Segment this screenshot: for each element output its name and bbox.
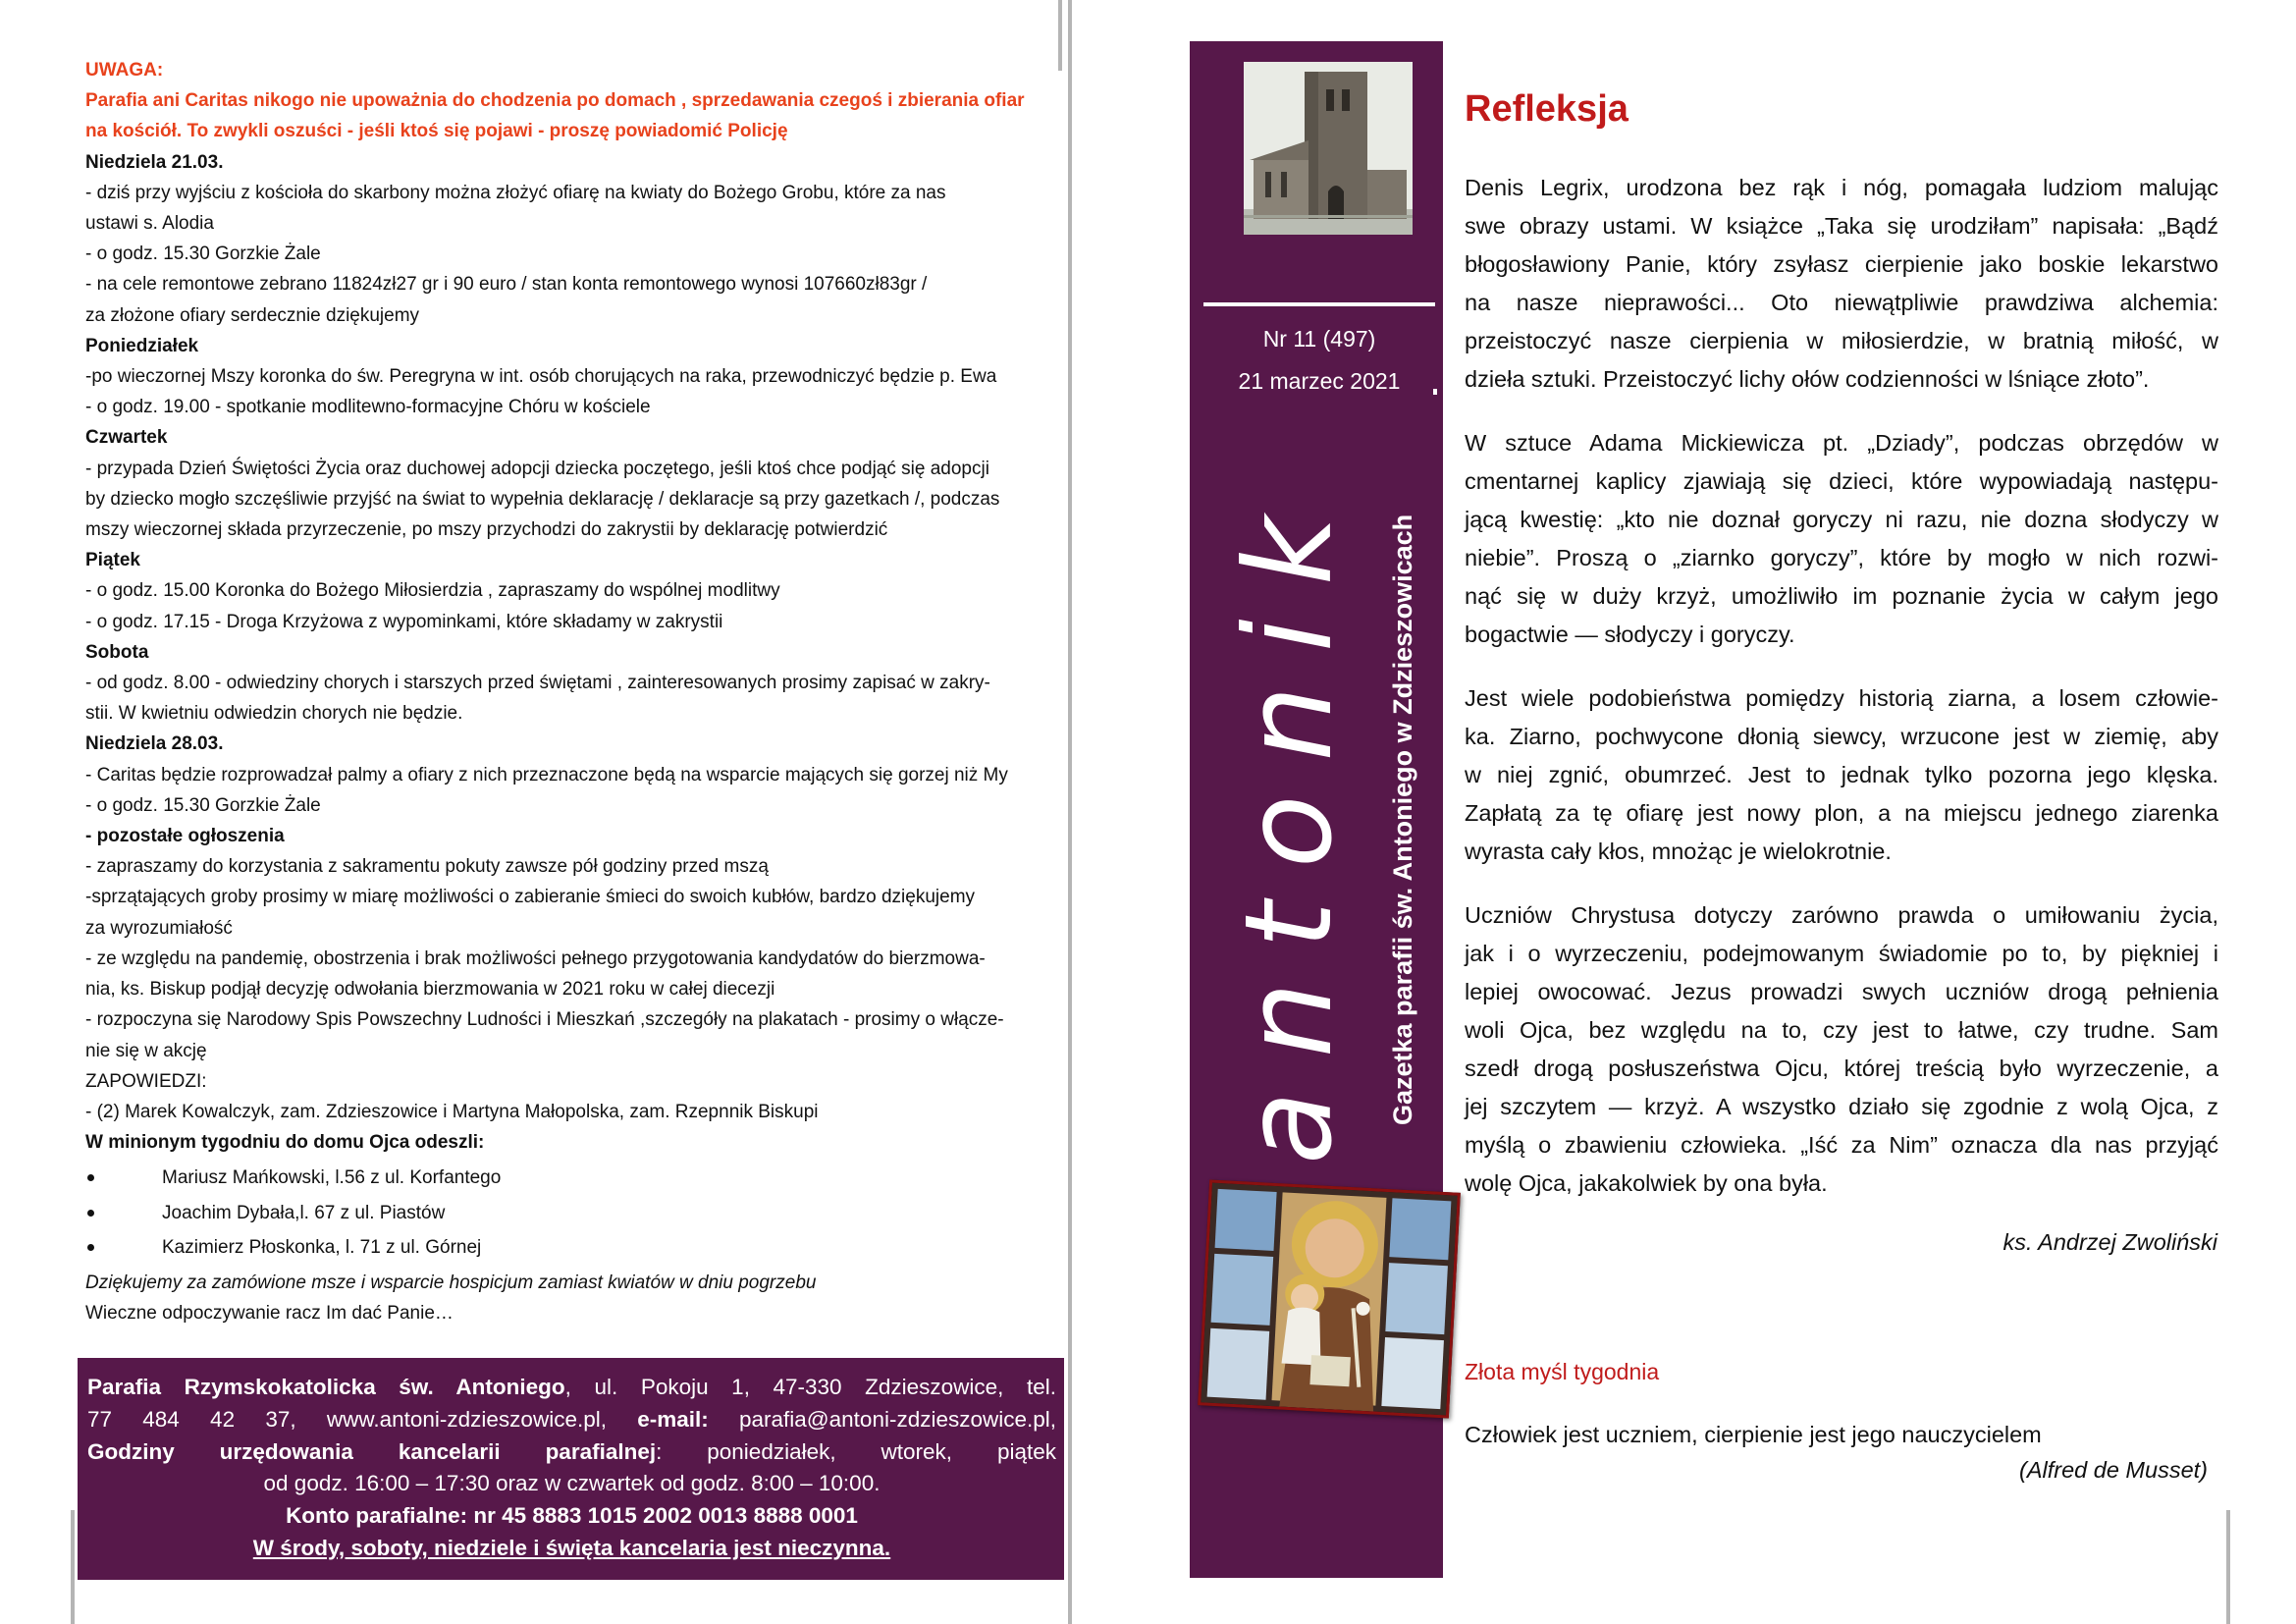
reflection-paragraph bbox=[1465, 169, 2218, 399]
announcement-line: na kościół. To zwykli oszuści - jeśli ktoś się pojawi - proszę powiadomić Policję bbox=[85, 121, 788, 142]
announcement-line: Piątek bbox=[85, 550, 140, 571]
page-edge-rule bbox=[1068, 0, 1072, 1624]
reflection-line: nąć się w duży krzyż, umożliwiło im poznanie życia w całym jego bbox=[1465, 583, 2218, 609]
announcements-column bbox=[85, 55, 1067, 1328]
announcement-line: - ze względu na pandemię, obostrzenia i brak możliwości pełnego przygotowania kandydatów do bierzmowa- bbox=[85, 947, 986, 969]
reflection-line: bogactwie — słodyczy i goryczy. bbox=[1465, 622, 1795, 647]
issue-number: Nr 11 (497) bbox=[1262, 326, 1376, 352]
announcement-line: -sprzątających groby prosimy w miarę możliwości o zabieranie śmieci do swoich kubłów, bardzo dziękujemy bbox=[85, 887, 976, 908]
reflection-paragraph bbox=[1465, 896, 2218, 1203]
reflection-line: ka. Ziarno, pochwycone dłonią siewcy, wrzucone jest w ziemię, aby bbox=[1465, 724, 2218, 749]
office-closed-notice: W środy, soboty, niedziele i święta kancelaria jest nieczynna. bbox=[252, 1535, 891, 1560]
office-hours-times: od godz. 16:00 – 17:30 oraz w czwartek od godz. 8:00 – 10:00. bbox=[263, 1471, 881, 1496]
reflection-line: woli Ojca, bez względu na to, czy jest to łatwe, czy trudne. Sam bbox=[1465, 1017, 2218, 1043]
announcement-line: Poniedziałek bbox=[85, 335, 199, 356]
bank-account: Konto parafialne: nr 45 8883 1015 2002 0013 8888 0001 bbox=[286, 1503, 858, 1529]
announcement-line: UWAGA: bbox=[85, 60, 164, 81]
reflection-line: wolę Ojca, jakakolwiek by ona była. bbox=[1465, 1170, 1828, 1196]
reflection-author: ks. Andrzej Zwoliński bbox=[2002, 1229, 2217, 1255]
reflection-line: szedł drogą posłuszeństwa Ojcu, której treścią było wyrzeczenie, a bbox=[1465, 1056, 2218, 1081]
announcement-line: za wyrozumiałość bbox=[85, 917, 233, 939]
deceased-list-item: Kazimierz Płoskonka, l. 71 z ul. Górnej bbox=[85, 1232, 1067, 1263]
page-edge-rule bbox=[71, 1510, 75, 1624]
saint-anthony-illustration bbox=[1201, 1183, 1457, 1416]
reflection-line: W sztuce Adama Mickiewicza pt. „Dziady”, podczas obrzędów w bbox=[1465, 430, 2218, 456]
reflection-body bbox=[1465, 169, 2218, 1228]
reflection-line: w niej zgnić, obumrzeć. Jest to jednak tylko pozorna jego klęska. bbox=[1465, 762, 2218, 787]
stained-glass-image bbox=[1198, 1179, 1461, 1418]
reflection-line: Uczniów Chrystusa dotyczy zarówno prawda o umiłowaniu życia, bbox=[1465, 902, 2218, 928]
announcement-line: -po wieczornej Mszy koronka do św. Peregryna w int. osób chorujących na raka, przewodniczyć będzie p. Ewa bbox=[85, 366, 997, 388]
reflection-title: Refleksja bbox=[1465, 88, 1629, 130]
reflection-line: wyrasta cały kłos, mnożąc je wielokrotnie. bbox=[1465, 839, 1892, 864]
announcement-line: nie się w akcję bbox=[85, 1040, 207, 1061]
contact-line-1 bbox=[87, 1372, 1056, 1404]
phone-website: 77 484 42 37, www.antoni-zdzieszowice.pl, bbox=[87, 1406, 638, 1432]
page-edge-rule bbox=[2226, 1510, 2230, 1624]
announcement-line: ustawi s. Alodia bbox=[85, 213, 214, 235]
announcement-line: Niedziela 21.03. bbox=[85, 151, 224, 173]
announcement-line: Parafia ani Caritas nikogo nie upoważnia do chodzenia po domach , sprzedawania czegoś i zbierania ofiar bbox=[85, 90, 1025, 112]
announcement-line: - dziś przy wyjściu z kościoła do skarbony można złożyć ofiarę na kwiaty do Bożego Grobu, które za nas bbox=[85, 182, 946, 203]
contact-line-3 bbox=[87, 1436, 1056, 1469]
announcement-line: - o godz. 17.15 - Droga Krzyżowa z wypominkami, które składamy w zakrystii bbox=[85, 611, 723, 632]
announcement-line: nia, ks. Biskup podjął decyzję odwołania bierzmowania w 2021 roku w całej diecezji bbox=[85, 979, 775, 1001]
masthead-title: antonik bbox=[1219, 482, 1359, 1164]
announcement-line: - Caritas będzie rozprowadzał palmy a ofiary z nich przeznaczone będą na wsparcie mających się gorzej niż My bbox=[85, 764, 1008, 785]
reflection-line: swe obrazy ustami. W książce „Taka się urodziłam” napisała: „Bądź bbox=[1465, 213, 2218, 239]
reflection-line: myślą o zbawieniu człowieka. „Iść za Nim” oznacza dla nas przyjąć bbox=[1465, 1132, 2218, 1158]
announcement-line: ZAPOWIEDZI: bbox=[85, 1070, 207, 1092]
reflection-line: lepiej owocować. Jezus prowadzi swych uczniów drogą pełnienia bbox=[1465, 979, 2218, 1004]
announcement-line: mszy wieczornej składa przyrzeczenie, po mszy przychodzi do zakrystii by deklarację potwierdzić bbox=[85, 519, 888, 541]
announcement-line: by dziecko mogło szczęśliwie przyjść na świat to wypełnia deklarację / deklaracje są przy gazetkach /, podczas bbox=[85, 488, 1000, 510]
thought-of-week-source: (Alfred de Musset) bbox=[2019, 1457, 2208, 1483]
parish-contact-box bbox=[78, 1358, 1064, 1580]
office-hours-days: : poniedziałek, wtorek, piątek bbox=[656, 1438, 1056, 1464]
announcement-line: stii. W kwietniu odwiedzin chorych nie będzie. bbox=[85, 703, 463, 725]
deceased-list-item: Joachim Dybała,l. 67 z ul. Piastów bbox=[85, 1198, 1067, 1228]
announcement-line: Niedziela 28.03. bbox=[85, 733, 224, 755]
announcement-line: - o godz. 15.30 Gorzkie Żale bbox=[85, 244, 321, 265]
thought-of-week-label: Złota myśl tygodnia bbox=[1465, 1359, 1660, 1384]
reflection-line: na nasze nieprawości... Oto niewątpliwie prawdziwa alchemia: bbox=[1465, 290, 2218, 315]
issue-date: 21 marzec 2021 bbox=[1238, 368, 1401, 394]
contact-line-2 bbox=[87, 1404, 1056, 1436]
announcement-line: - o godz. 15.00 Koronka do Bożego Miłosierdzia , zapraszamy do wspólnej modlitwy bbox=[85, 580, 780, 602]
office-hours-label: Godziny urzędowania kancelarii parafialnej bbox=[87, 1438, 657, 1464]
reflection-line: dzieła sztuki. Przeistoczyć lichy ołów codzienności w lśniące złoto”. bbox=[1465, 366, 2150, 392]
reflection-line: Denis Legrix, urodzona bez rąk i nóg, pomagała ludziom malując bbox=[1465, 175, 2218, 200]
reflection-line: niebie”. Proszą o „ziarnko goryczy”, które by mogło w nich rozwi- bbox=[1465, 545, 2218, 570]
announcement-line: Czwartek bbox=[85, 427, 168, 449]
announcement-lines bbox=[85, 55, 1067, 1158]
parish-name: Parafia Rzymskokatolicka św. Antoniego bbox=[87, 1375, 565, 1399]
deceased-list bbox=[85, 1163, 1067, 1264]
email-address: parafia@antoni-zdzieszowice.pl, bbox=[708, 1406, 1057, 1432]
reflection-line: jej szczytem — krzyż. A wszystko działo się zgodnie z wolą Ojca, z bbox=[1465, 1094, 2218, 1119]
banner-divider bbox=[1203, 302, 1435, 306]
announcement-line: W minionym tygodniu do domu Ojca odeszli: bbox=[85, 1132, 485, 1154]
announcement-line: - o godz. 15.30 Gorzkie Żale bbox=[85, 794, 321, 816]
announcement-line: Wieczne odpoczywanie racz Im dać Panie… bbox=[85, 1303, 454, 1325]
thought-of-week-text: Człowiek jest uczniem, cierpienie jest jego nauczycielem bbox=[1465, 1422, 2042, 1447]
reflection-line: cmentarnej kaplicy zjawiają się dzieci, które wypowiadają następu- bbox=[1465, 468, 2218, 494]
announcement-line: - rozpoczyna się Narodowy Spis Powszechny Ludności i Mieszkań ,szczegóły na plakatach - prosimy o włącze- bbox=[85, 1009, 1004, 1031]
masthead-subtitle: Gazetka parafii św. Antoniego w Zdzieszowicach bbox=[1388, 514, 1417, 1125]
reflection-line: błogosławiony Panie, który zsyłasz cierpienie jako boskie lekarstwo bbox=[1465, 251, 2218, 277]
reflection-paragraph bbox=[1465, 679, 2218, 871]
parish-address: , ul. Pokoju 1, 47-330 Zdzieszowice, tel. bbox=[564, 1375, 1057, 1399]
email-label: e-mail: bbox=[637, 1406, 709, 1432]
announcement-line: - pozostałe ogłoszenia bbox=[85, 826, 285, 847]
announcement-line: - zapraszamy do korzystania z sakramentu pokuty zawsze pół godziny przed mszą bbox=[85, 856, 769, 878]
reflection-line: Jest wiele podobieństwa pomiędzy historią ziarna, a losem człowie- bbox=[1465, 685, 2218, 711]
announcement-line: Dziękujemy za zamówione msze i wsparcie hospicjum zamiast kwiatów w dniu pogrzebu bbox=[85, 1272, 817, 1293]
reflection-line: Zapłatą za tę ofiarę jest nowy plon, a na miejscu jednego ziarenka bbox=[1465, 800, 2218, 826]
reflection-paragraph bbox=[1465, 424, 2218, 654]
announcement-line: - (2) Marek Kowalczyk, zam. Zdzieszowice i Martyna Małopolska, zam. Rzepnnik Biskupi bbox=[85, 1101, 819, 1122]
announcement-line: Sobota bbox=[85, 641, 149, 663]
closing-lines bbox=[85, 1268, 1067, 1328]
deceased-list-item: Mariusz Mańkowski, l.56 z ul. Korfantego bbox=[85, 1163, 1067, 1193]
church-illustration bbox=[1244, 62, 1413, 235]
announcement-line: za złożone ofiary serdecznie dziękujemy bbox=[85, 304, 420, 326]
announcement-line: - na cele remontowe zebrano 11824zł27 gr i 90 euro / stan konta remontowego wynosi 107660zł83gr / bbox=[85, 274, 928, 296]
announcement-line: - od godz. 8.00 - odwiedziny chorych i starszych przed świętami , zainteresowanych prosimy zapisać w zakry- bbox=[85, 673, 990, 694]
announcement-line: - przypada Dzień Świętości Życia oraz duchowej adopcji dziecka poczętego, jeśli ktoś chce podjąć się adopcji bbox=[85, 458, 989, 479]
reflection-line: jącą kwestię: „kto nie doznał goryczy ni razu, nie dozna słodyczy w bbox=[1465, 507, 2218, 532]
reflection-line: jak i o wyrzeczeniu, podejmowanym świadomie po to, by piękniej i bbox=[1465, 941, 2218, 966]
church-photo bbox=[1244, 62, 1413, 235]
reflection-line: przeistoczyć nasze cierpienia w miłosierdzie, w bratnią miłość, w bbox=[1465, 328, 2218, 353]
announcement-line: - o godz. 19.00 - spotkanie modlitewno-formacyjne Chóru w kościele bbox=[85, 397, 651, 418]
